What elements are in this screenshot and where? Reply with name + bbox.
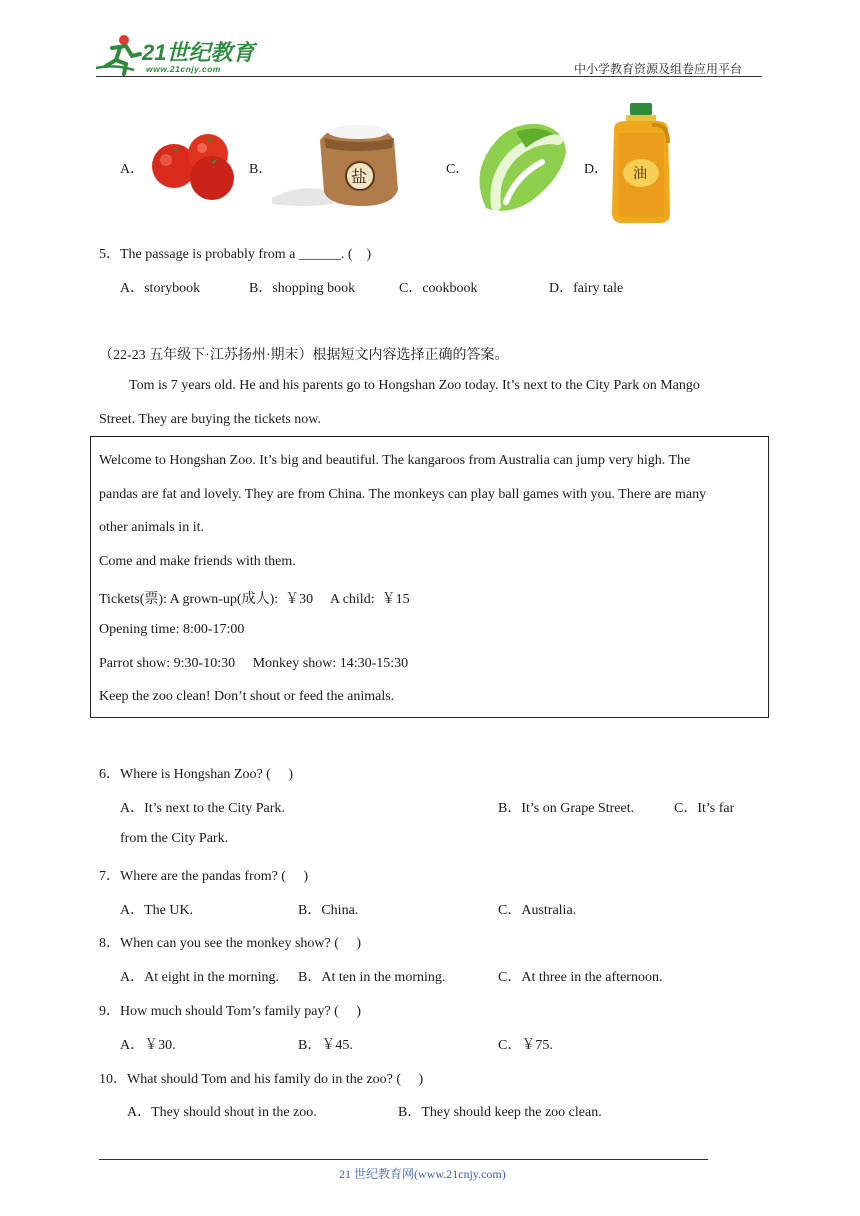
option-b-label[interactable]: B． <box>249 162 273 177</box>
salt-glyph: 盐 <box>351 167 368 186</box>
notice-tickets: Tickets(票): A grown-up(成人): ￥30 A child: ￥15 <box>99 592 410 607</box>
logo-text: 21世纪教育 <box>142 40 255 65</box>
q6-option-a[interactable]: A．It’s next to the City Park. <box>120 801 285 816</box>
notice-line-4: Come and make friends with them. <box>99 554 296 569</box>
q9-option-a[interactable]: A．￥30. <box>120 1038 176 1053</box>
q9-option-b[interactable]: B．￥45. <box>298 1038 353 1053</box>
q9-stem: 9．How much should Tom’s family pay? ( ) <box>99 1004 362 1019</box>
q5-option-a[interactable]: A．storybook <box>120 281 201 296</box>
notice-shows: Parrot show: 9:30-10:30 Monkey show: 14:30-15:30 <box>99 656 409 671</box>
salt-bag-image <box>272 120 402 208</box>
notice-rules: Keep the zoo clean! Don’t shout or feed the animals. <box>99 689 395 704</box>
q6-option-b[interactable]: B．It’s on Grape Street. <box>498 801 635 816</box>
oil-glyph: 油 <box>633 166 647 182</box>
tomatoes-image <box>144 126 240 202</box>
q8-stem: 8．When can you see the monkey show? ( ) <box>99 936 362 951</box>
notice-opening-time: Opening time: 8:00-17:00 <box>99 622 245 637</box>
q10-option-a[interactable]: A．They should shout in the zoo. <box>127 1105 317 1120</box>
q5-option-c[interactable]: C．cookbook <box>399 281 478 296</box>
zoo-notice-box <box>90 436 769 718</box>
q5-option-d[interactable]: D．fairy tale <box>549 281 624 296</box>
section-source: （22-23 五年级下·江苏扬州·期末）根据短文内容选择正确的答案。 <box>99 348 509 363</box>
option-d-label[interactable]: D． <box>584 162 609 177</box>
q10-stem: 10．What should Tom and his family do in the zoo? ( ) <box>99 1072 424 1087</box>
intro-line-1: Tom is 7 years old. He and his parents go to Hongshan Zoo today. It’s next to the City Park on Mango <box>129 378 700 393</box>
option-c-label[interactable]: C． <box>446 162 470 177</box>
oil-bottle-image <box>608 103 674 225</box>
q5-option-b[interactable]: B．shopping book <box>249 281 356 296</box>
logo-url: www.21cnjy.com <box>146 64 221 74</box>
cabbage-image <box>466 118 570 214</box>
q9-option-c[interactable]: C．￥75. <box>498 1038 553 1053</box>
footer-site-link[interactable]: 21 世纪教育网(www.21cnjy.com) <box>339 1167 506 1181</box>
q6-option-c-continued: from the City Park. <box>120 831 229 846</box>
q10-option-b[interactable]: B．They should keep the zoo clean. <box>398 1105 602 1120</box>
notice-line-3: other animals in it. <box>99 520 204 535</box>
header-platform-name: 中小学教育资源及组卷应用平台 <box>574 62 743 76</box>
q7-stem: 7．Where are the pandas from? ( ) <box>99 869 309 884</box>
footer-divider <box>99 1159 708 1160</box>
header-divider <box>96 76 762 77</box>
q6-stem: 6．Where is Hongshan Zoo? ( ) <box>99 767 294 782</box>
q8-option-a[interactable]: A．At eight in the morning. <box>120 970 280 985</box>
intro-line-2: Street. They are buying the tickets now. <box>99 412 321 427</box>
notice-line-1: Welcome to Hongshan Zoo. It’s big and beautiful. The kangaroos from Australia can jump very high. The <box>99 453 691 468</box>
q8-option-b[interactable]: B．At ten in the morning. <box>298 970 446 985</box>
q7-option-a[interactable]: A．The UK. <box>120 903 194 918</box>
q7-option-b[interactable]: B．China. <box>298 903 359 918</box>
q5-stem: 5．The passage is probably from a ______. ( ) <box>99 247 372 262</box>
notice-line-2: pandas are fat and lovely. They are from China. The monkeys can play ball games with you. There are many <box>99 487 707 502</box>
site-logo[interactable] <box>94 34 260 78</box>
option-a-label[interactable]: A． <box>120 162 145 177</box>
q7-option-c[interactable]: C．Australia. <box>498 903 577 918</box>
q8-option-c[interactable]: C．At three in the afternoon. <box>498 970 663 985</box>
q6-option-c[interactable]: C．It’s far <box>674 801 735 816</box>
